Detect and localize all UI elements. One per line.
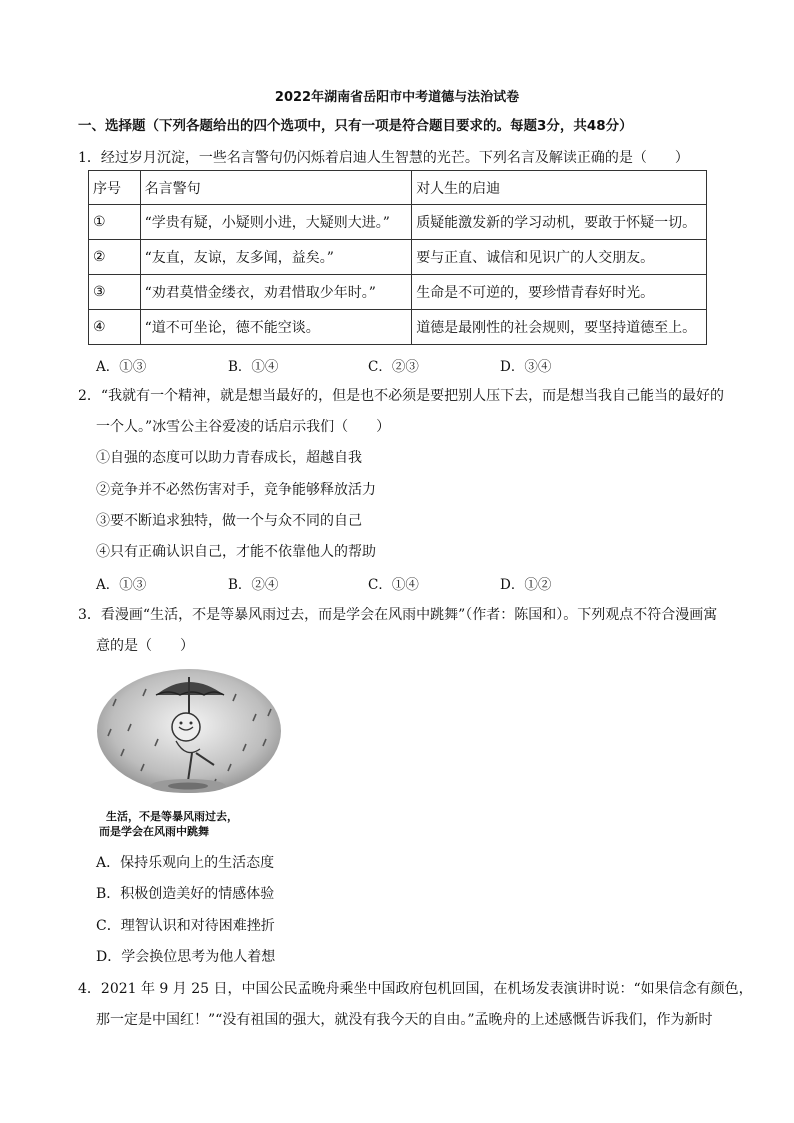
table-cell: “友直，友谅，友多闻，益矣。”	[140, 240, 412, 275]
question-3-stem-continued: 意的是（ ）	[96, 638, 194, 654]
quote-table	[88, 170, 707, 345]
question-2-item: ④只有正确认识自己，才能不依靠他人的帮助	[96, 544, 376, 560]
cartoon-caption-line-2: 而是学会在风雨中跳舞	[99, 825, 209, 838]
table-cell: “道不可坐论，德不能空谈。	[140, 310, 412, 345]
question-4-stem-continued: 那一定是中国红！”“没有祖国的强大，就没有我今天的自由。”孟晚舟的上述感慨告诉我们，作为新时	[96, 1012, 713, 1028]
question-4-stem: 4．2021 年 9 月 25 日，中国公民孟晚舟乘坐中国政府包机回国，在机场发表演讲时说：“如果信念有颜色，	[78, 981, 753, 997]
table-cell: 要与正直、诚信和见识广的人交朋友。	[412, 240, 707, 275]
option-d: D．③④	[500, 359, 552, 375]
question-3-option-a: A．保持乐观向上的生活态度	[96, 855, 275, 871]
table-cell: 质疑能激发新的学习动机，要敢于怀疑一切。	[412, 205, 707, 240]
question-3-option-c: C．理智认识和对待困难挫折	[96, 918, 275, 934]
table-cell: 生命是不可逆的，要珍惜青春好时光。	[412, 275, 707, 310]
question-2-item: ③要不断追求独特，做一个与众不同的自己	[96, 513, 362, 529]
table-header-row	[89, 171, 707, 205]
table-row	[89, 310, 707, 345]
table-cell: “学贵有疑，小疑则小进，大疑则大进。”	[140, 205, 412, 240]
table-cell: 道德是最刚性的社会规则，要坚持道德至上。	[412, 310, 707, 345]
table-cell: ①	[89, 205, 141, 240]
table-row	[89, 240, 707, 275]
table-cell: ③	[89, 275, 141, 310]
option-a: A．①③	[96, 577, 147, 593]
option-b: B．①④	[228, 359, 279, 375]
option-c: C．②③	[368, 359, 419, 375]
table-row	[89, 205, 707, 240]
cartoon-caption-line-1: 生活，不是等暴风雨过去，	[106, 810, 238, 823]
table-cell: ④	[89, 310, 141, 345]
question-1-stem: 1．经过岁月沉淀，一些名言警句仍闪烁着启迪人生智慧的光芒。下列名言及解读正确的是（ ）	[78, 150, 689, 166]
question-2-stem: 2．“我就有一个精神，就是想当最好的，但是也不必须是要把别人压下去，而是想当我自己能当的最好的	[78, 388, 725, 404]
table-header-cell: 名言警句	[140, 171, 412, 205]
option-a: A．①③	[96, 359, 147, 375]
option-d: D．①②	[500, 577, 552, 593]
table-cell: ②	[89, 240, 141, 275]
question-3-option-b: B．积极创造美好的情感体验	[96, 886, 275, 902]
question-2-item: ①自强的态度可以助力青春成长，超越自我	[96, 450, 362, 466]
table-cell: “劝君莫惜金缕衣，劝君惜取少年时。”	[140, 275, 412, 310]
page-title: 2022年湖南省岳阳市中考道德与法治试卷	[274, 90, 520, 105]
option-b: B．②④	[228, 577, 279, 593]
table-row	[89, 275, 707, 310]
question-2-item: ②竞争并不必然伤害对手，竞争能够释放活力	[96, 482, 376, 498]
option-c: C．①④	[368, 577, 419, 593]
table-header-cell: 对人生的启迪	[412, 171, 707, 205]
section-heading: 一、选择题（下列各题给出的四个选项中，只有一项是符合题目要求的。每题3分，共48分）	[78, 118, 633, 134]
question-2-stem-continued: 一个人。”冰雪公主谷爱凌的话启示我们（ ）	[96, 419, 391, 435]
question-3-option-d: D．学会换位思考为他人着想	[96, 949, 276, 965]
table-header-cell: 序号	[89, 171, 141, 205]
question-3-stem: 3．看漫画“生活，不是等暴风雨过去，而是学会在风雨中跳舞”（作者：陈国和）。下列观点不符合漫画寓	[78, 607, 718, 623]
